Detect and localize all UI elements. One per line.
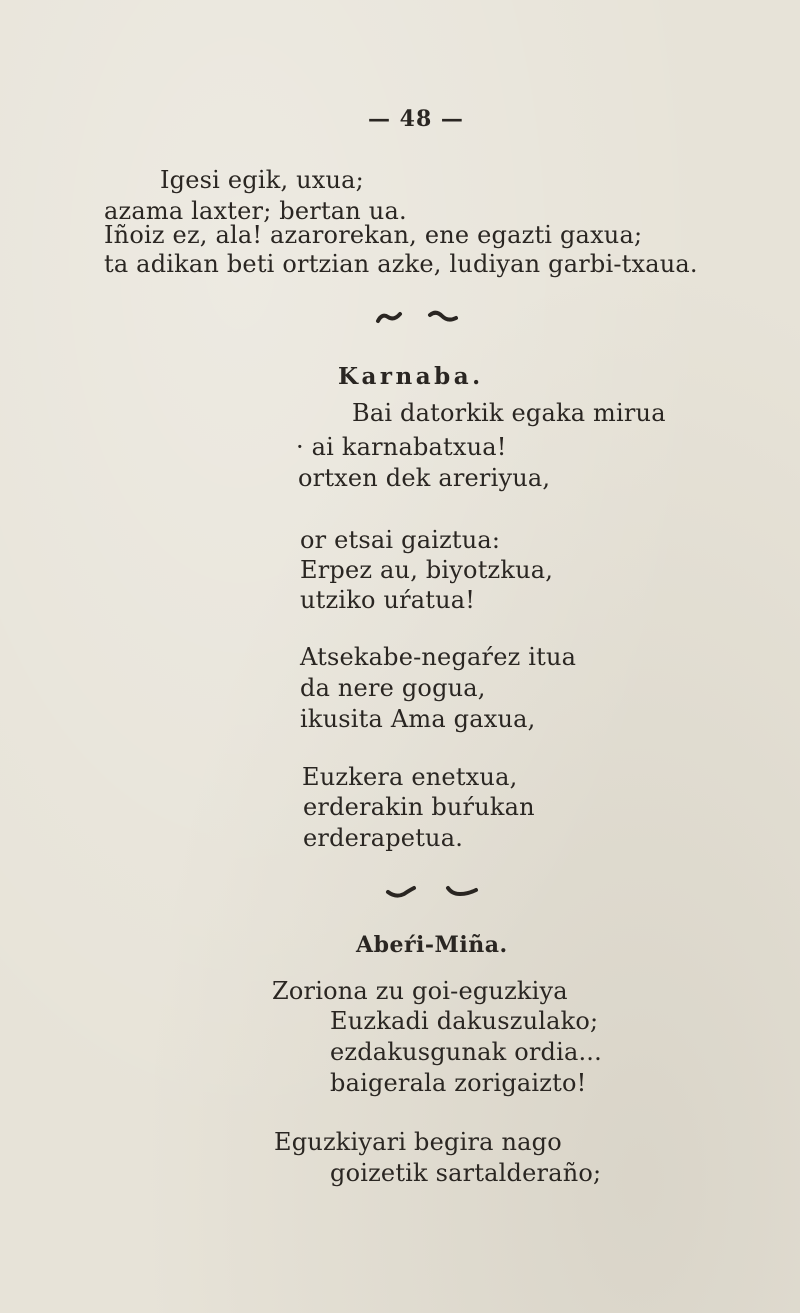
verse-line: Erpez au, biyotzkua, (300, 556, 554, 584)
verse-line: Zoriona zu goi-eguzkiya (272, 977, 568, 1005)
verse-line: ezdakusgunak ordia... (330, 1038, 602, 1066)
verse-line: erderapetua. (303, 824, 464, 852)
verse-line: or etsai gaiztua: (300, 526, 501, 554)
verse-line: baigerala zorigaizto! (330, 1069, 587, 1097)
ornament-divider-icon (382, 880, 482, 904)
verse-line: Euzkera enetxua, (302, 763, 518, 791)
verse-line: Euzkadi dakuszulako; (330, 1007, 599, 1035)
verse-line: · ai karnabatxua! (296, 433, 507, 461)
verse-line: ikusita Ama gaxua, (300, 705, 536, 733)
ornament-divider-icon (372, 305, 462, 329)
verse-line: goizetik sartalderaño; (330, 1159, 602, 1187)
verse-line: Atsekabe-negaŕez itua (300, 643, 577, 671)
verse-line: Bai datorkik egaka mirua (352, 399, 666, 427)
verse-line: ortxen dek areriyua, (298, 464, 551, 492)
verse-line: utziko uŕatua! (300, 586, 476, 614)
verse-line: Eguzkiyari begira nago (274, 1128, 562, 1156)
verse-line: Igesi egik, uxua; (160, 166, 364, 194)
poem-title-aberi-mina: Abeŕi-Miña. (356, 932, 508, 958)
page-number: — 48 — (368, 106, 464, 132)
poem-title-karnaba: Karnaba. (338, 363, 484, 390)
verse-line: ta adikan beti ortzian azke, ludiyan garbi-txaua. (104, 250, 698, 278)
verse-line: erderakin buŕukan (303, 793, 535, 821)
verse-line: azama laxter; bertan ua. (104, 197, 407, 225)
verse-line: da nere gogua, (300, 674, 486, 702)
verse-line: Iñoiz ez, ala! azarorekan, ene egazti gaxua; (104, 221, 643, 249)
